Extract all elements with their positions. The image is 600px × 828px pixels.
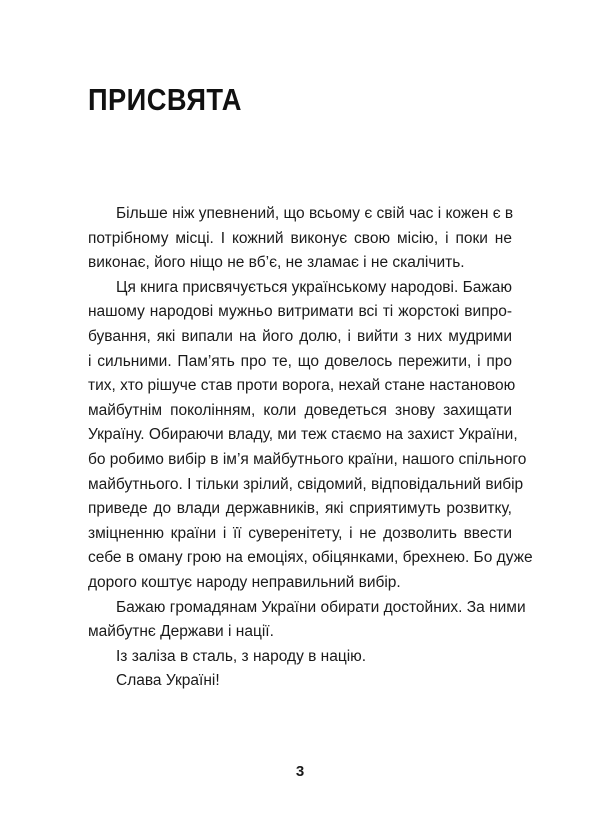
- dedication-text: [88, 202, 533, 694]
- text-line: приведе до влади державників, які сприятимуть розвитку,: [88, 500, 512, 518]
- text-line: майбутнім поколінням, коли доведеться знову захищати: [88, 401, 512, 419]
- text-line: майбутнього. І тільки зрілий, свідомий, відповідальний вибір: [88, 475, 524, 493]
- text-line: бо робимо вибір в ім’я майбутнього країни, нашого спільного: [88, 450, 527, 468]
- page-title: ПРИСВЯТА: [88, 82, 242, 117]
- text-line: і сильними. Пам’ять про те, що довелось пережити, і про: [88, 352, 512, 370]
- text-line: тих, хто рішуче став проти ворога, нехай стане настановою: [88, 377, 516, 395]
- text-line: Ця книга присвячується українському народові. Бажаю: [116, 278, 513, 296]
- text-line: Із заліза в сталь, з народу в націю.: [116, 647, 367, 665]
- text-line: виконає, його ніщо не вб’є, не зламає і не скалічить.: [88, 254, 465, 272]
- text-line: дорого коштує народу неправильний вибір.: [88, 573, 401, 591]
- text-line: Більше ніж упевнений, що всьому є свій час і кожен є в: [116, 205, 514, 222]
- text-line: зміцненню країни і її суверенітету, і не дозволить ввести: [88, 524, 512, 542]
- text-line: майбутнє Держави і нації.: [88, 623, 274, 641]
- page-number: 3: [295, 763, 305, 780]
- text-line: бування, які випали на його долю, і вийти з них мудрими: [88, 327, 512, 345]
- text-line: себе в оману грою на емоціях, обіцянками, брехнею. Бо дуже: [88, 549, 533, 567]
- text-line: Слава Україні!: [116, 672, 220, 690]
- text-line: Україну. Обираючи владу, ми теж стаємо на захист України,: [88, 426, 518, 444]
- text-line: потрібному місці. І кожний виконує свою місію, і поки не: [88, 229, 512, 247]
- text-line: нашому народові мужньо витримати всі ті жорстокі випро-: [88, 303, 512, 321]
- text-line: Бажаю громадянам України обирати достойних. За ними: [116, 598, 526, 616]
